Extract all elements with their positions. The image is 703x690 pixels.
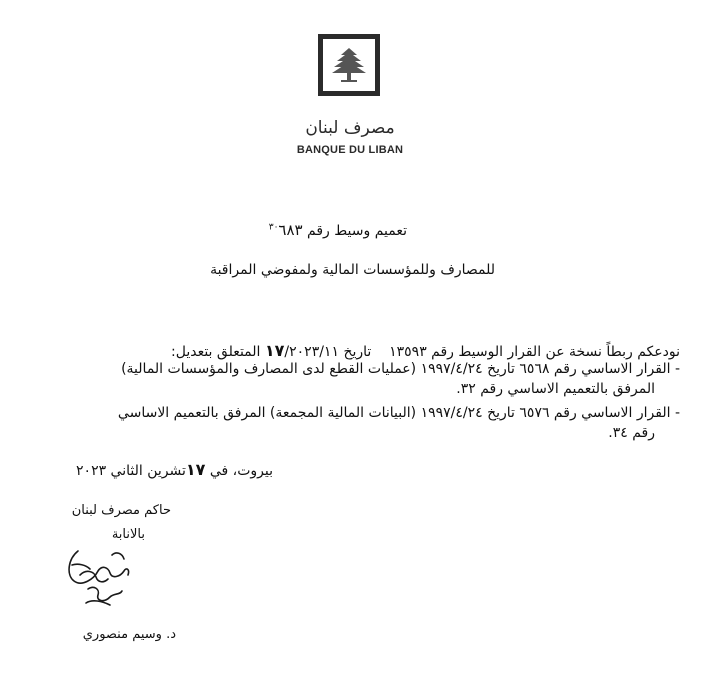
item2-line2: رقم ٣٤. [608,425,655,441]
item1-line2: المرفق بالتعميم الاساسي رقم ٣٢. [456,381,655,397]
place: بيروت، في [209,463,273,479]
place-date-line [76,460,273,479]
circular-title-prefix: تعميم وسيط رقم [307,223,407,239]
circular-title [269,221,407,239]
addressee-line: للمصارف وللمؤسسات المالية ولمفوضي المراقبة [210,262,495,278]
bank-name-french: BANQUE DU LIBAN [296,144,404,156]
item1-line1: - القرار الاساسي رقم ٦٥٦٨ تاريخ ١٩٩٧/٤/٢٤ (عمليات القطع لدى المصارف والمؤسسات المالية) [121,361,680,377]
governor-title: حاكم مصرف لبنان [71,503,171,518]
decision-date-day: ١٧ [264,341,285,360]
signature-image [64,545,134,611]
signer-name: د. وسيم منصوري [82,627,176,642]
item2-line1: - القرار الاساسي رقم ٦٥٧٦ تاريخ ١٩٩٧/٤/٢٤ (البيانات المالية المجمعة) المرفق بالتعميم الاساسي [117,405,680,421]
decision-number: ١٣٥٩٣ [389,344,427,360]
intro-part1: نودعكم ربطاً نسخة عن القرار الوسيط رقم [431,344,680,360]
closing-month-year: تشرين الثاني ٢٠٢٣ [76,463,186,479]
closing-day: ١٧ [185,460,206,479]
by-delegation: بالانابة [111,527,145,542]
intro-part3: المتعلق بتعديل: [171,344,261,360]
circular-number: ٦٨٣ [278,221,303,239]
bank-name-arabic: مصرف لبنان [305,118,395,138]
intro-part2: تاريخ [343,344,372,360]
cedar-tree-icon [329,45,369,85]
bank-logo-frame [318,34,380,96]
decision-date-rest: /٢٠٢٣/١١ [284,344,339,360]
circular-title-superscript: ٣٠ [268,222,279,233]
intro-line [171,341,680,360]
